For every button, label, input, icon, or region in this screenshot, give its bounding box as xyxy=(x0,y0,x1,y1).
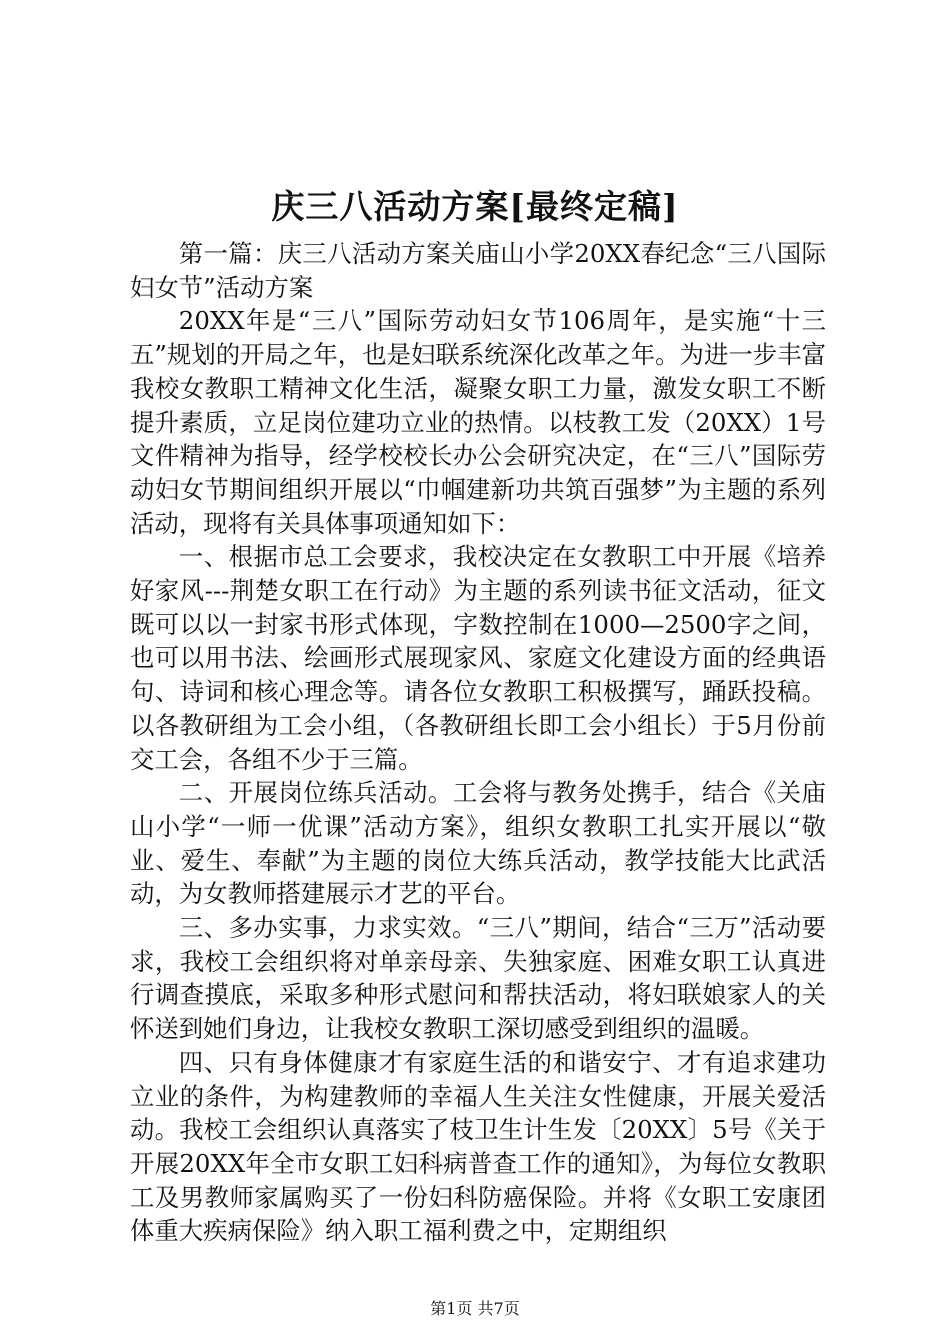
paragraph-item-4: 四、只有身体健康才有家庭生活的和谐安宁、才有追求建功立业的条件，为构建教师的幸福人生关注女性健康，开展关爱活动。我校工会组织认真落实了枝卫生计生发〔20XX〕5号《关于开展20XX年全市女职工妇科病普查工作的通知》，为每位女教职工及男教师家属购买了一份妇科防癌保险。并将《女职工安康团体重大疾病保险》纳入职工福利费之中，定期组织 xyxy=(130,1047,826,1246)
document-body xyxy=(130,237,826,1248)
document-title: 庆三八活动方案[最终定稿] xyxy=(271,187,679,226)
paragraph-item-2: 二、开展岗位练兵活动。工会将与教务处携手，结合《关庙山小学“一师一优课”活动方案》，组织女教职工扎实开展以“敬业、爱生、奉献”为主题的岗位大练兵活动，教学技能大比武活动，为女教师搭建展示才艺的平台。 xyxy=(130,778,826,909)
paragraph-intro: 20XX年是“三八”国际劳动妇女节106周年，是实施“十三五”规划的开局之年，也是妇联系统深化改革之年。为进一步丰富我校女教职工精神文化生活，凝聚女职工力量，激发女职工不断提升素质，立足岗位建功立业的热情。以枝教工发（20XX）1号文件精神为指导，经学校校长办公会研究决定，在“三八”国际劳动妇女节期间组织开展以“巾帼建新功共筑百强梦”为主题的系列活动，现将有关具体事项通知如下： xyxy=(130,306,826,538)
page-footer: 第1页 共7页 xyxy=(430,1299,520,1318)
paragraph-item-3: 三、多办实事，力求实效。“三八”期间，结合“三万”活动要求，我校工会组织将对单亲母亲、失独家庭、困难女职工认真进行调查摸底，采取多种形式慰问和帮扶活动，将妇联娘家人的关怀送到她们身边，让我校女教职工深切感受到组织的温暖。 xyxy=(130,913,826,1044)
paragraph-item-1: 一、根据市总工会要求，我校决定在女教职工中开展《培养好家风---荆楚女职工在行动》为主题的系列读书征文活动，征文既可以以一封家书形式体现，字数控制在1000—2500字之间，也可以用书法、绘画形式展现家风、家庭文化建设方面的经典语句、诗词和核心理念等。请各位女教职工积极撰写，踊跃投稿。以各教研组为工会小组，（各教研组长即工会小组长）于5月份前交工会，各组不少于三篇。 xyxy=(130,542,826,774)
paragraph-heading: 第一篇：庆三八活动方案关庙山小学20XX春纪念“三八国际妇女节”活动方案 xyxy=(130,239,826,302)
